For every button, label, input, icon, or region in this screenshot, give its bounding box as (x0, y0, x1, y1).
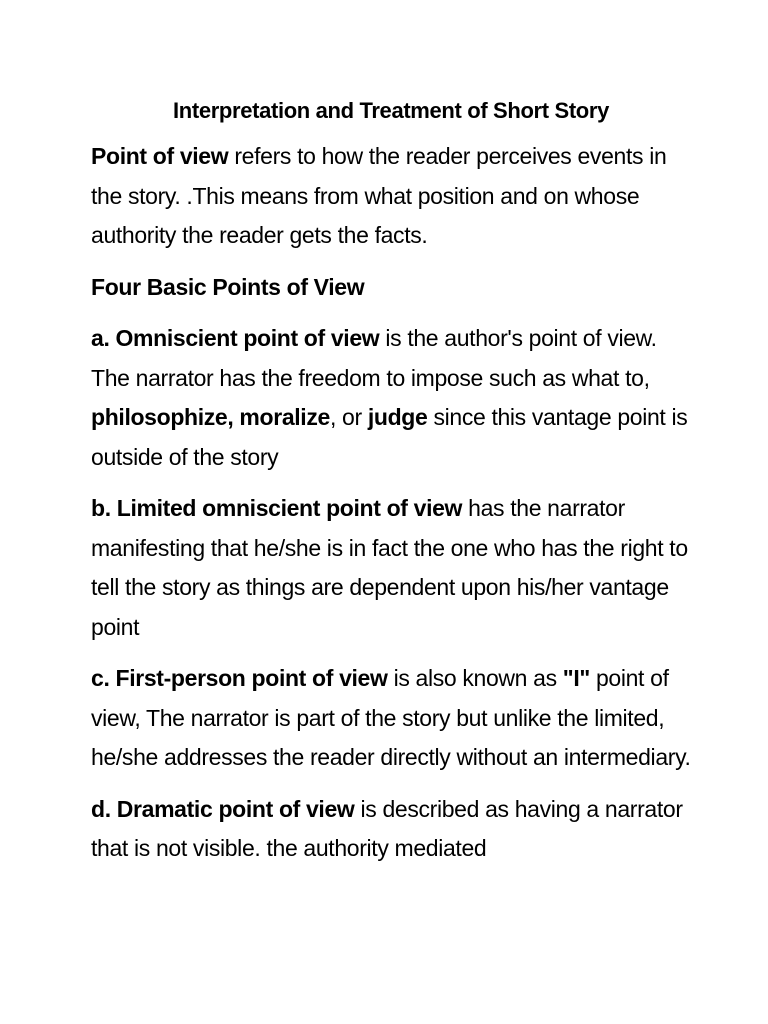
item-a-bold2: judge (367, 404, 428, 430)
item-c-term: c. First-person point of view (91, 665, 388, 691)
intro-paragraph (91, 137, 691, 256)
item-d-text: is described as having a narrator that is not visible. the authority mediated (91, 795, 683, 861)
item-c-paragraph (91, 659, 691, 778)
intro-term: Point of view (91, 143, 229, 169)
item-c-text2: point of view, The narrator is part of the story but unlike the limited, he/she addresses the reader directly without an intermediary. (91, 665, 691, 770)
item-d-paragraph (91, 790, 691, 869)
page-title: Interpretation and Treatment of Short Story (173, 98, 609, 123)
item-c-bold1: "I" (562, 665, 590, 691)
item-a-text3: since this vantage point is outside of the story (91, 404, 688, 470)
item-a-text1: is the author's point of view. The narrator has the freedom to impose such as what to, (91, 325, 657, 391)
item-a-paragraph (91, 319, 691, 477)
item-b-term: b. Limited omniscient point of view (91, 495, 463, 521)
item-d-term: d. Dramatic point of view (91, 795, 355, 822)
item-b-paragraph (91, 489, 691, 647)
document-body (91, 95, 691, 881)
section-heading: Four Basic Points of View (91, 273, 365, 300)
item-a-term: a. Omniscient point of view (91, 325, 380, 351)
intro-text: refers to how the reader perceives events in the story. .This means from what position and on whose authority the reader gets the facts. (91, 143, 667, 248)
item-b-text: has the narrator manifesting that he/she is in fact the one who has the right to tell the story as things are dependent upon his/her vantage point (91, 495, 688, 640)
item-a-text2: , or (329, 404, 368, 430)
item-a-bold1: philosophize, moralize (91, 404, 330, 430)
item-c-text1: is also known as (387, 665, 563, 691)
